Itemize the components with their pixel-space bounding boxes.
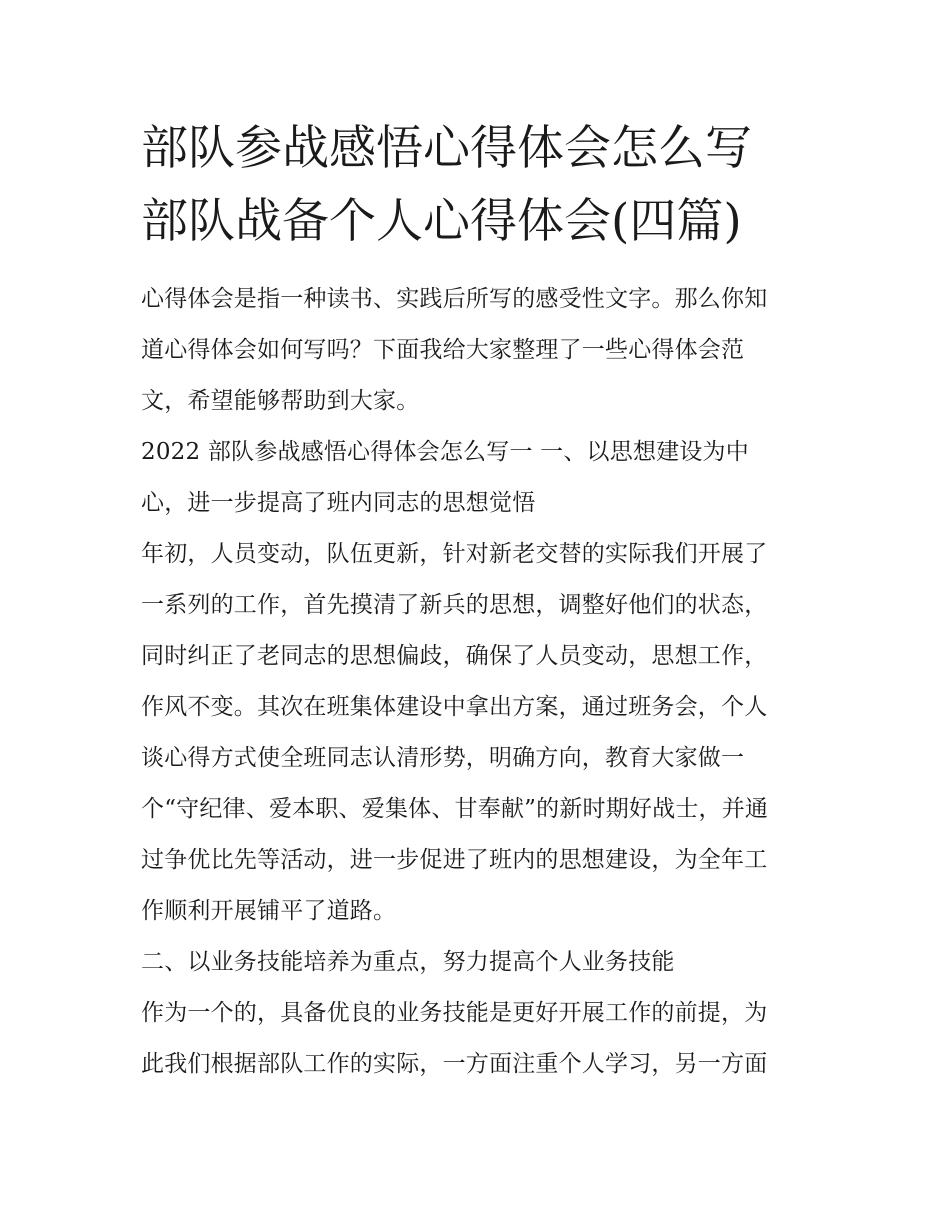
text-line: 作风不变。其次在班集体建设中拿出方案，通过班务会，个人 <box>141 694 768 720</box>
text-line: 一系列的工作，首先摸清了新兵的思想，调整好他们的状态， <box>141 592 768 618</box>
title-line: 部队战备个人心得体会(四篇) <box>141 194 742 249</box>
text-line: 2022 部队参战感悟心得体会怎么写一 一、以思想建设为中 <box>141 439 749 465</box>
text-line: 作为一个的，具备优良的业务技能是更好开展工作的前提，为 <box>141 1000 768 1026</box>
text-line: 道心得体会如何写吗？下面我给大家整理了一些心得体会范 <box>141 337 745 363</box>
body-paragraph <box>141 529 821 937</box>
text-line: 过争优比先等活动，进一步促进了班内的思想建设，为全年工 <box>141 847 768 873</box>
text-line: 年初，人员变动，队伍更新，针对新老交替的实际我们开展了 <box>141 541 768 567</box>
text-line: 此我们根据部队工作的实际，一方面注重个人学习，另一方面 <box>141 1051 768 1077</box>
text-line: 个“守纪律、爱本职、爱集体、甘奉献”的新时期好战士，并通 <box>141 796 769 822</box>
title-line: 部队参战感悟心得体会怎么写 <box>141 121 752 176</box>
text-line: 同时纠正了老同志的思想偏歧，确保了人员变动，思想工作， <box>141 643 768 669</box>
text-line: 谈心得方式使全班同志认清形势，明确方向，教育大家做一 <box>141 745 745 771</box>
document-title <box>141 112 841 258</box>
text-line: 作顺利开展铺平了道路。 <box>141 898 397 924</box>
document-body <box>141 274 821 1090</box>
text-line: 二、以业务技能培养为重点，努力提高个人业务技能 <box>141 949 675 975</box>
body-paragraph <box>141 988 821 1090</box>
text-line: 心，进一步提高了班内同志的思想觉悟 <box>141 490 536 516</box>
text-line: 文，希望能够帮助到大家。 <box>141 388 420 414</box>
section-heading-one <box>141 427 821 529</box>
intro-paragraph <box>141 274 821 427</box>
text-line: 心得体会是指一种读书、实践后所写的感受性文字。那么你知 <box>141 286 768 312</box>
section-heading-two <box>141 937 821 988</box>
